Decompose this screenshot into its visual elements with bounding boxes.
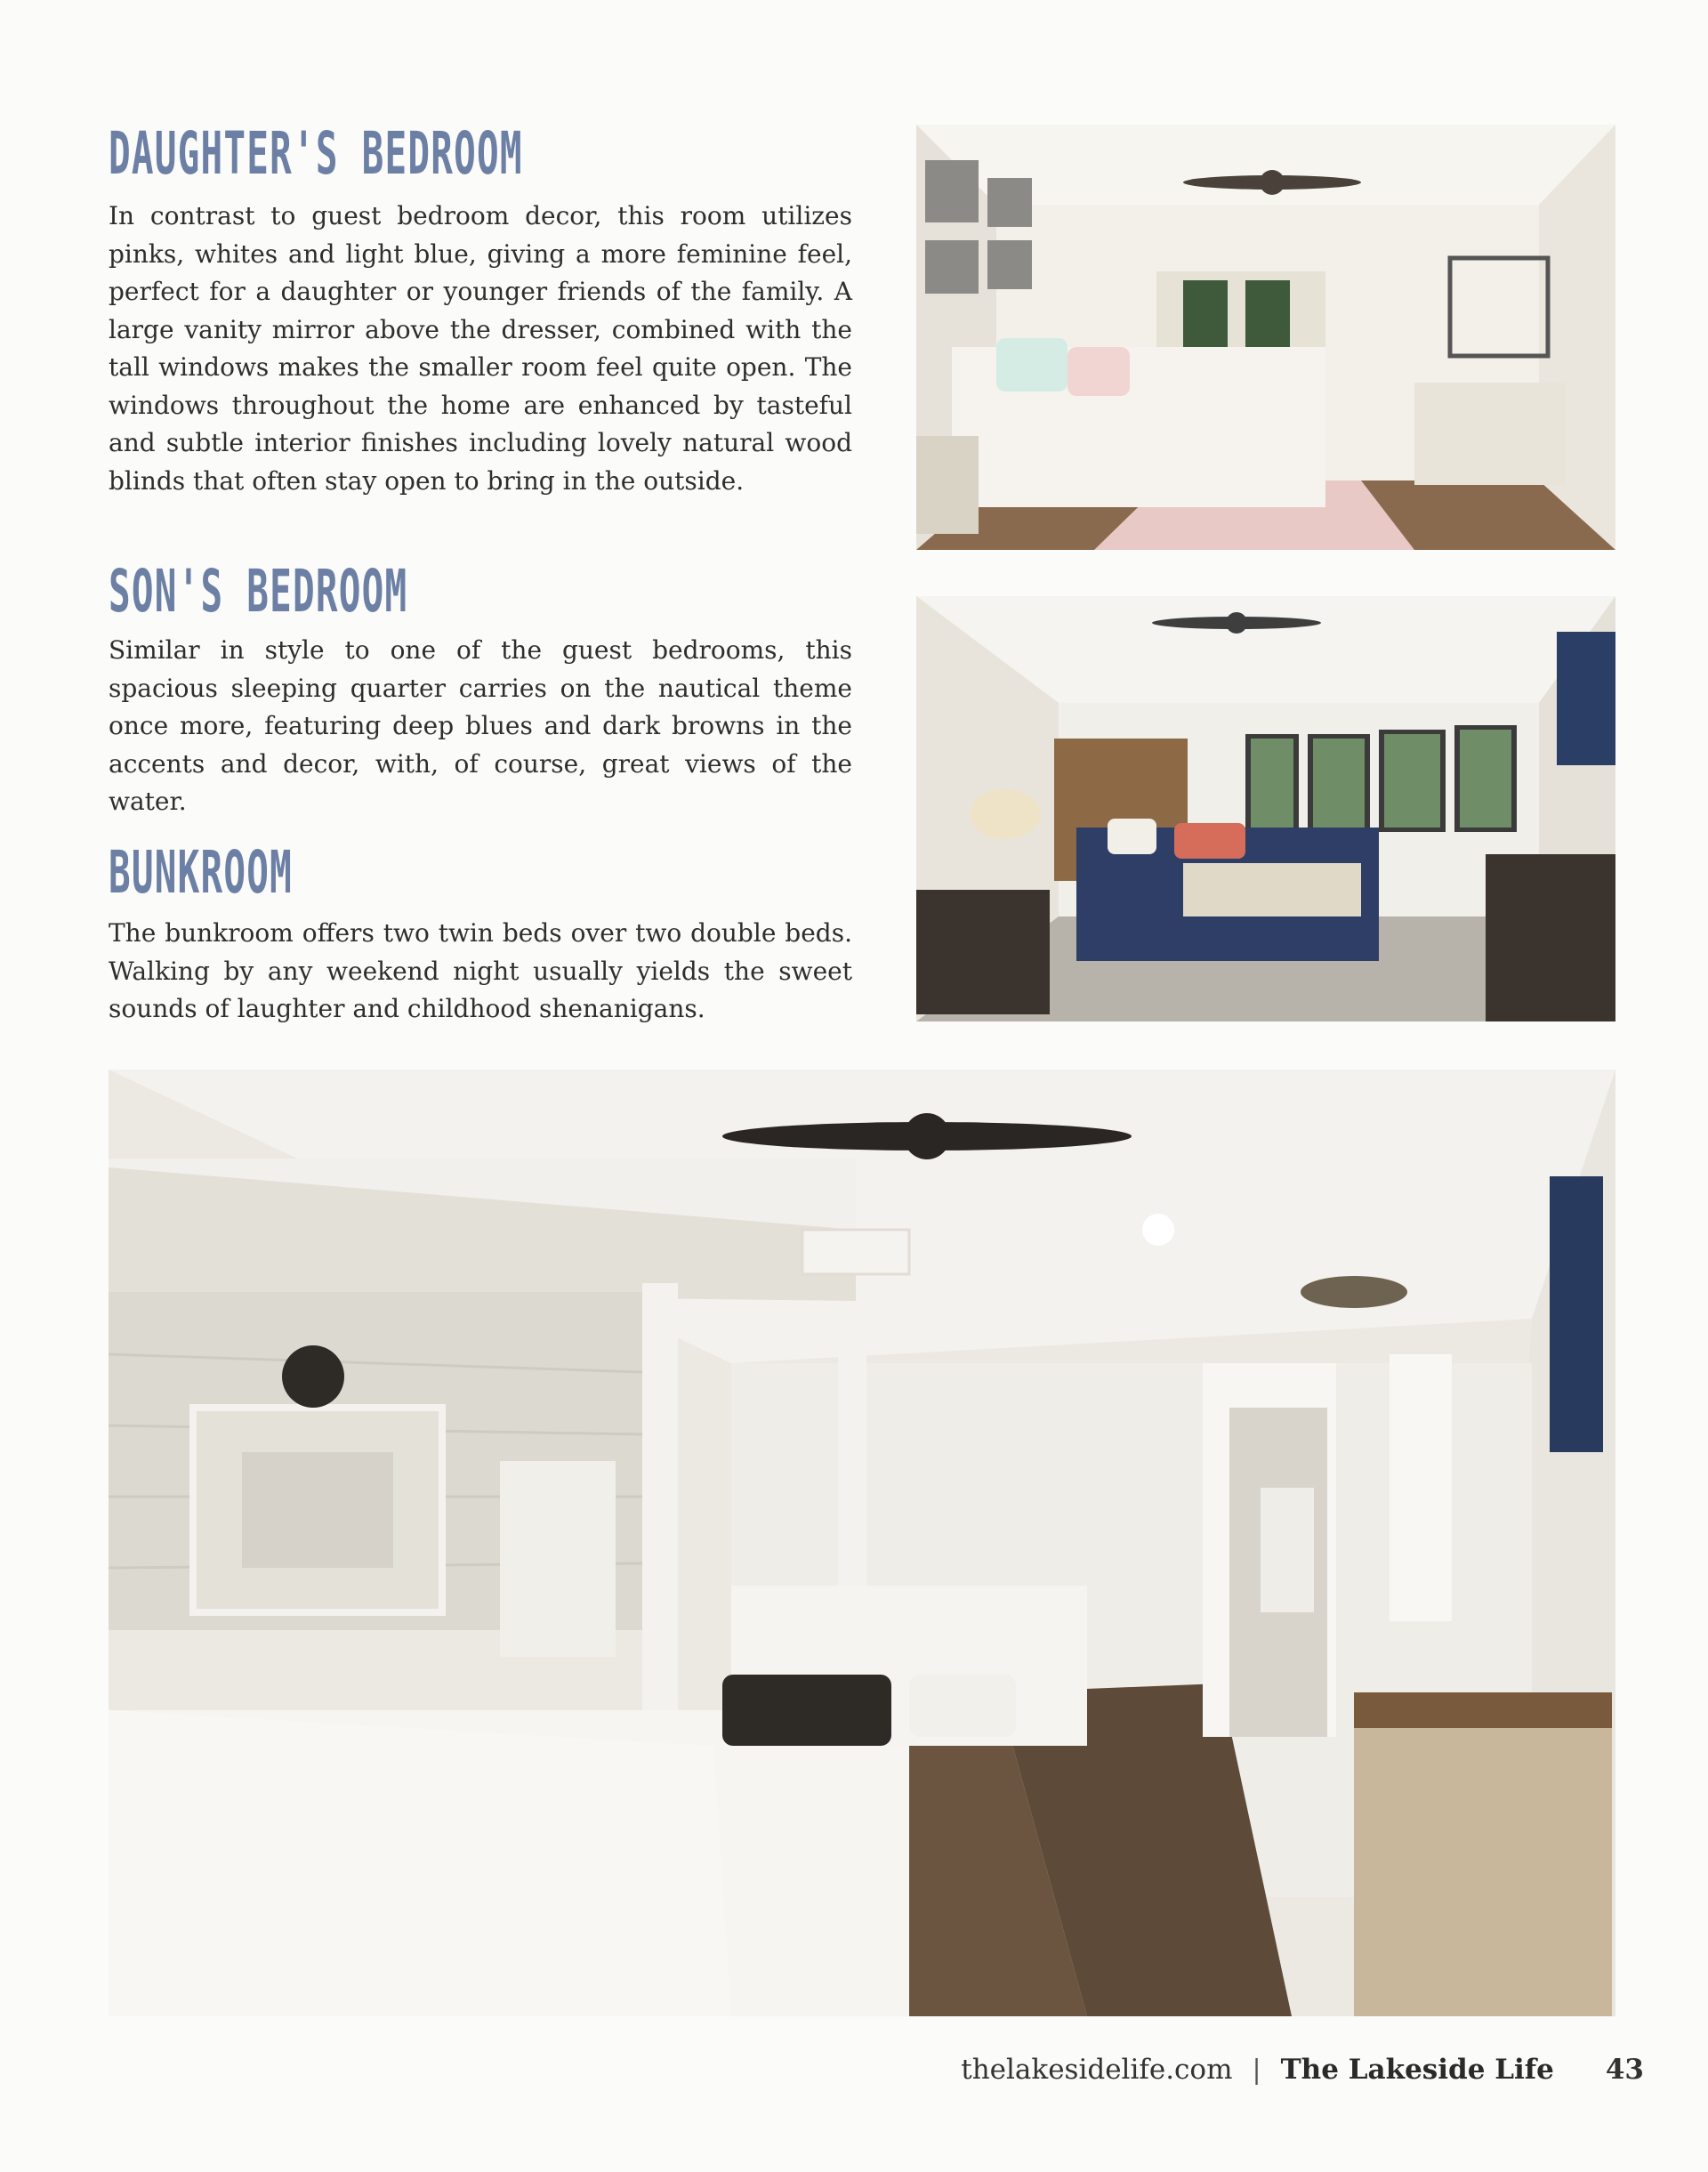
footer-separator: | <box>1252 2054 1261 2086</box>
daughters-bedroom-photo <box>916 125 1615 550</box>
footer-magazine-name: The Lakeside Life <box>1280 2054 1554 2086</box>
page-number: 43 <box>1605 2054 1644 2086</box>
page-footer <box>961 2050 1644 2089</box>
heading-sons-bedroom: SON'S BEDROOM <box>109 557 408 626</box>
body-bunkroom: The bunkroom offers two twin beds over two double beds. Walking by any weekend night usually yields the sweet sounds of laughter and childhood shenanigans. <box>109 918 852 1023</box>
heading-daughters-bedroom: DAUGHTER'S BEDROOM <box>109 119 523 188</box>
body-sons-bedroom: Similar in style to one of the guest bedrooms, this spacious sleeping quarter carries on the nautical theme once more, featuring deep blues and dark browns in the accents and decor, with, of course, great views of the water. <box>109 635 852 816</box>
footer-website: thelakesidelife.com <box>961 2054 1233 2086</box>
heading-bunkroom: BUNKROOM <box>109 838 294 907</box>
bunkroom-photo <box>109 1070 1615 2016</box>
body-daughters-bedroom: In contrast to guest bedroom decor, this room utilizes pinks, whites and light blue, giving a more feminine feel, perfect for a daughter or younger friends of the family. A large vanity mirror above the dresser, combined with the tall windows makes the smaller room feel quite open. The windows throughout the home are enhanced by tasteful and subtle interior finishes including lovely natural wood blinds that often stay open to bring in the outside. <box>109 201 852 496</box>
sons-bedroom-photo <box>916 596 1615 1021</box>
